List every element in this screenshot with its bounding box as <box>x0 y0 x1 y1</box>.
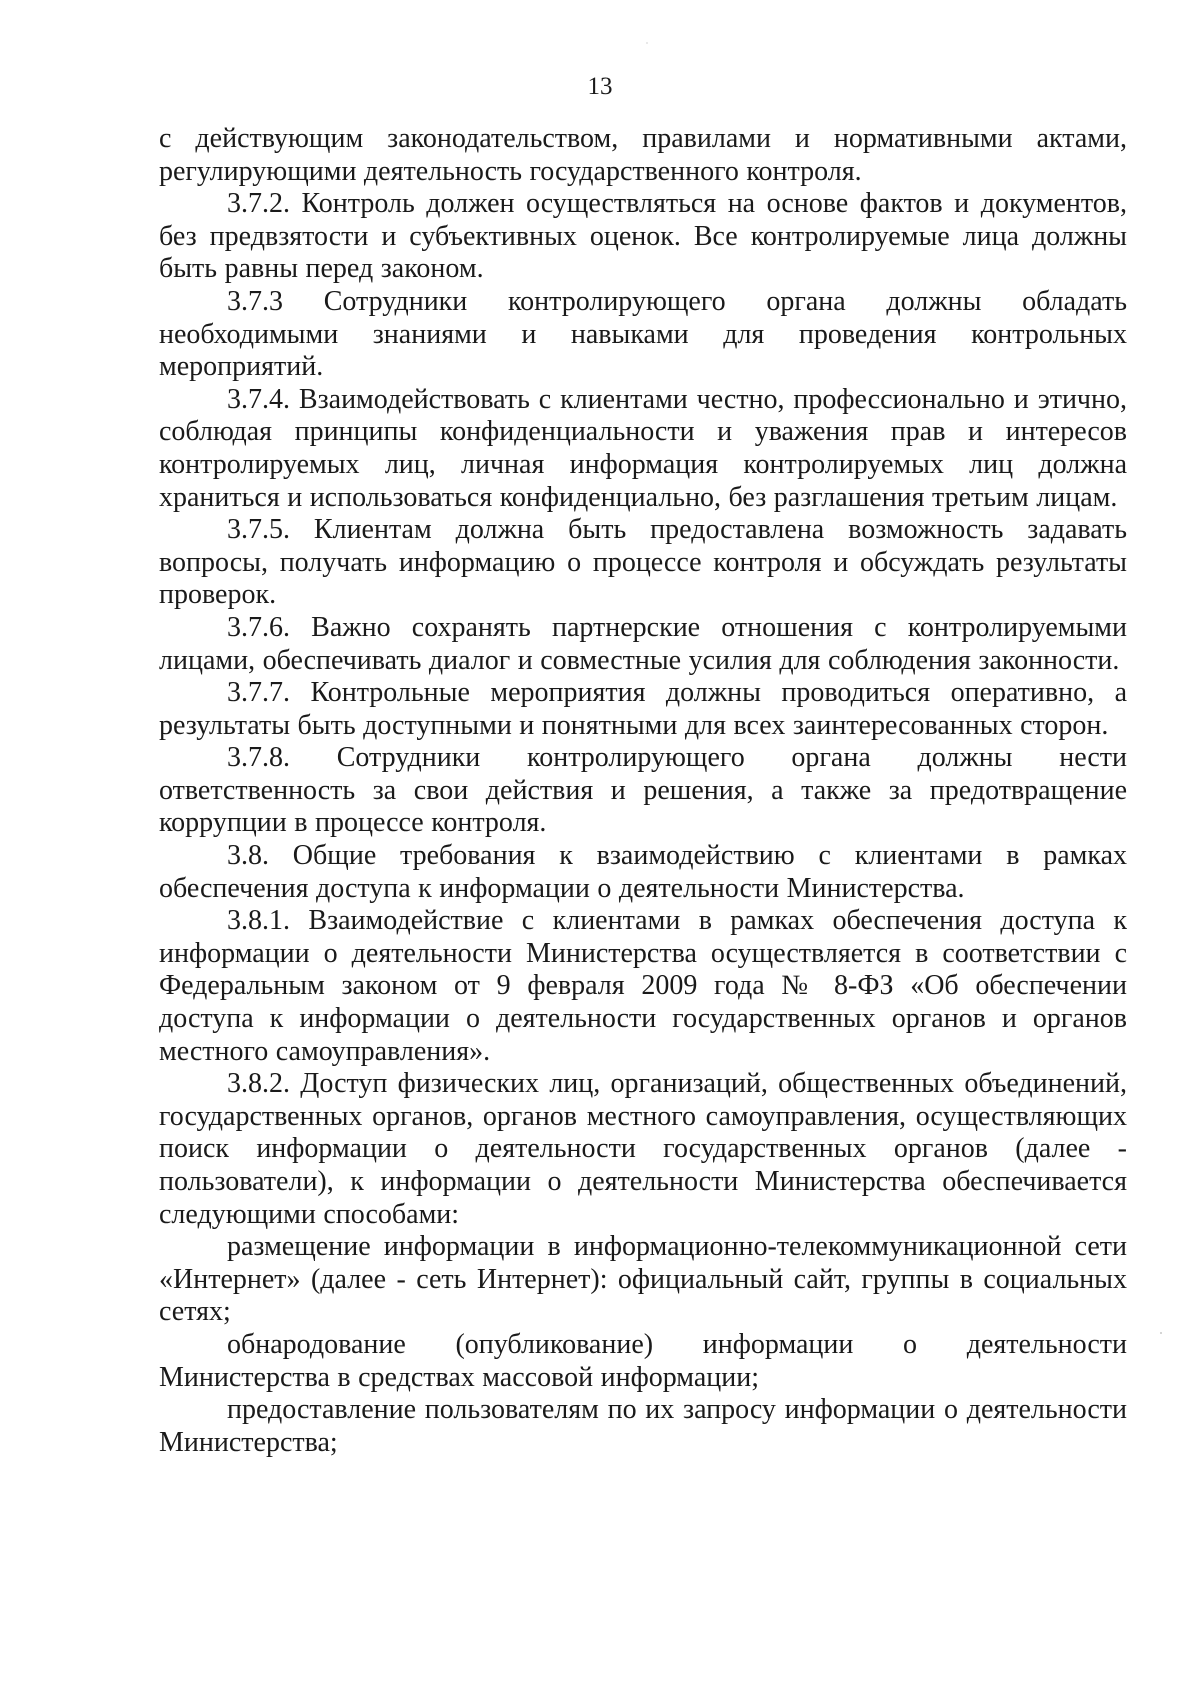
scan-speck <box>1160 1332 1162 1334</box>
paragraph-3-8-1: 3.8.1. Взаимодействие с клиентами в рамках обеспечения доступа к информации о деятельности Министерства осуществляется в соответствии с Федеральным законом от 9 февраля 2009 года № 8-ФЗ «Об обеспечении доступа к информации о деятельности государственных органов и органов местного самоуправления». <box>159 905 1127 1067</box>
document-body <box>159 123 1127 1459</box>
paragraph-3-7-7: 3.7.7. Контрольные мероприятия должны проводиться оперативно, а результаты быть доступными и понятными для всех заинтересованных сторон. <box>159 677 1127 741</box>
paragraph-3-8-2: 3.8.2. Доступ физических лиц, организаций, общественных объединений, государственных органов, органов местного самоуправления, осуществляющих поиск информации о деятельности государственных органов (далее - пользователи), к информации о деятельности Министерства обеспечивается следующими способами: <box>159 1068 1127 1230</box>
paragraph-3-7-2: 3.7.2. Контроль должен осуществляться на основе фактов и документов, без предвзятости и субъективных оценок. Все контролируемые лица должны быть равны перед законом. <box>159 188 1127 285</box>
paragraph-3-7-4: 3.7.4. Взаимодействовать с клиентами честно, профессионально и этично, соблюдая принципы конфиденциальности и уважения прав и интересов контролируемых лиц, личная информация контролируемых лиц должна храниться и использоваться конфиденциально, без разглашения третьим лицам. <box>159 383 1127 513</box>
page-number: 13 <box>587 73 613 100</box>
paragraph-3-8: 3.8. Общие требования к взаимодействию с клиентами в рамках обеспечения доступа к информации о деятельности Министерства. <box>159 840 1127 904</box>
paragraph-3-7-3: 3.7.3 Сотрудники контролирующего органа должны обладать необходимыми знаниями и навыками для проведения контрольных мероприятий. <box>159 285 1127 383</box>
list-item-internet: размещение информации в информационно-телекоммуникационной сети «Интернет» (далее - сеть Интернет): официальный сайт, группы в социальных сетях; <box>159 1231 1127 1328</box>
paragraph-3-7-8: 3.7.8. Сотрудники контролирующего органа должны нести ответственность за свои действия и решения, а также за предотвращение коррупции в процессе контроля. <box>159 742 1127 839</box>
scan-speck <box>646 42 648 44</box>
list-item-request: предоставление пользователям по их запросу информации о деятельности Министерства; <box>159 1394 1127 1458</box>
paragraph-continuation: с действующим законодательством, правилами и нормативными актами, регулирующими деятельность государственного контроля. <box>159 123 1127 187</box>
list-item-media: обнародование (опубликование) информации о деятельности Министерства в средствах массовой информации; <box>159 1328 1127 1393</box>
paragraph-3-7-5: 3.7.5. Клиентам должна быть предоставлена возможность задавать вопросы, получать информацию о процессе контроля и обсуждать результаты проверок. <box>159 514 1127 611</box>
paragraph-3-7-6: 3.7.6. Важно сохранять партнерские отношения с контролируемыми лицами, обеспечивать диалог и совместные усилия для соблюдения законности. <box>159 611 1127 676</box>
